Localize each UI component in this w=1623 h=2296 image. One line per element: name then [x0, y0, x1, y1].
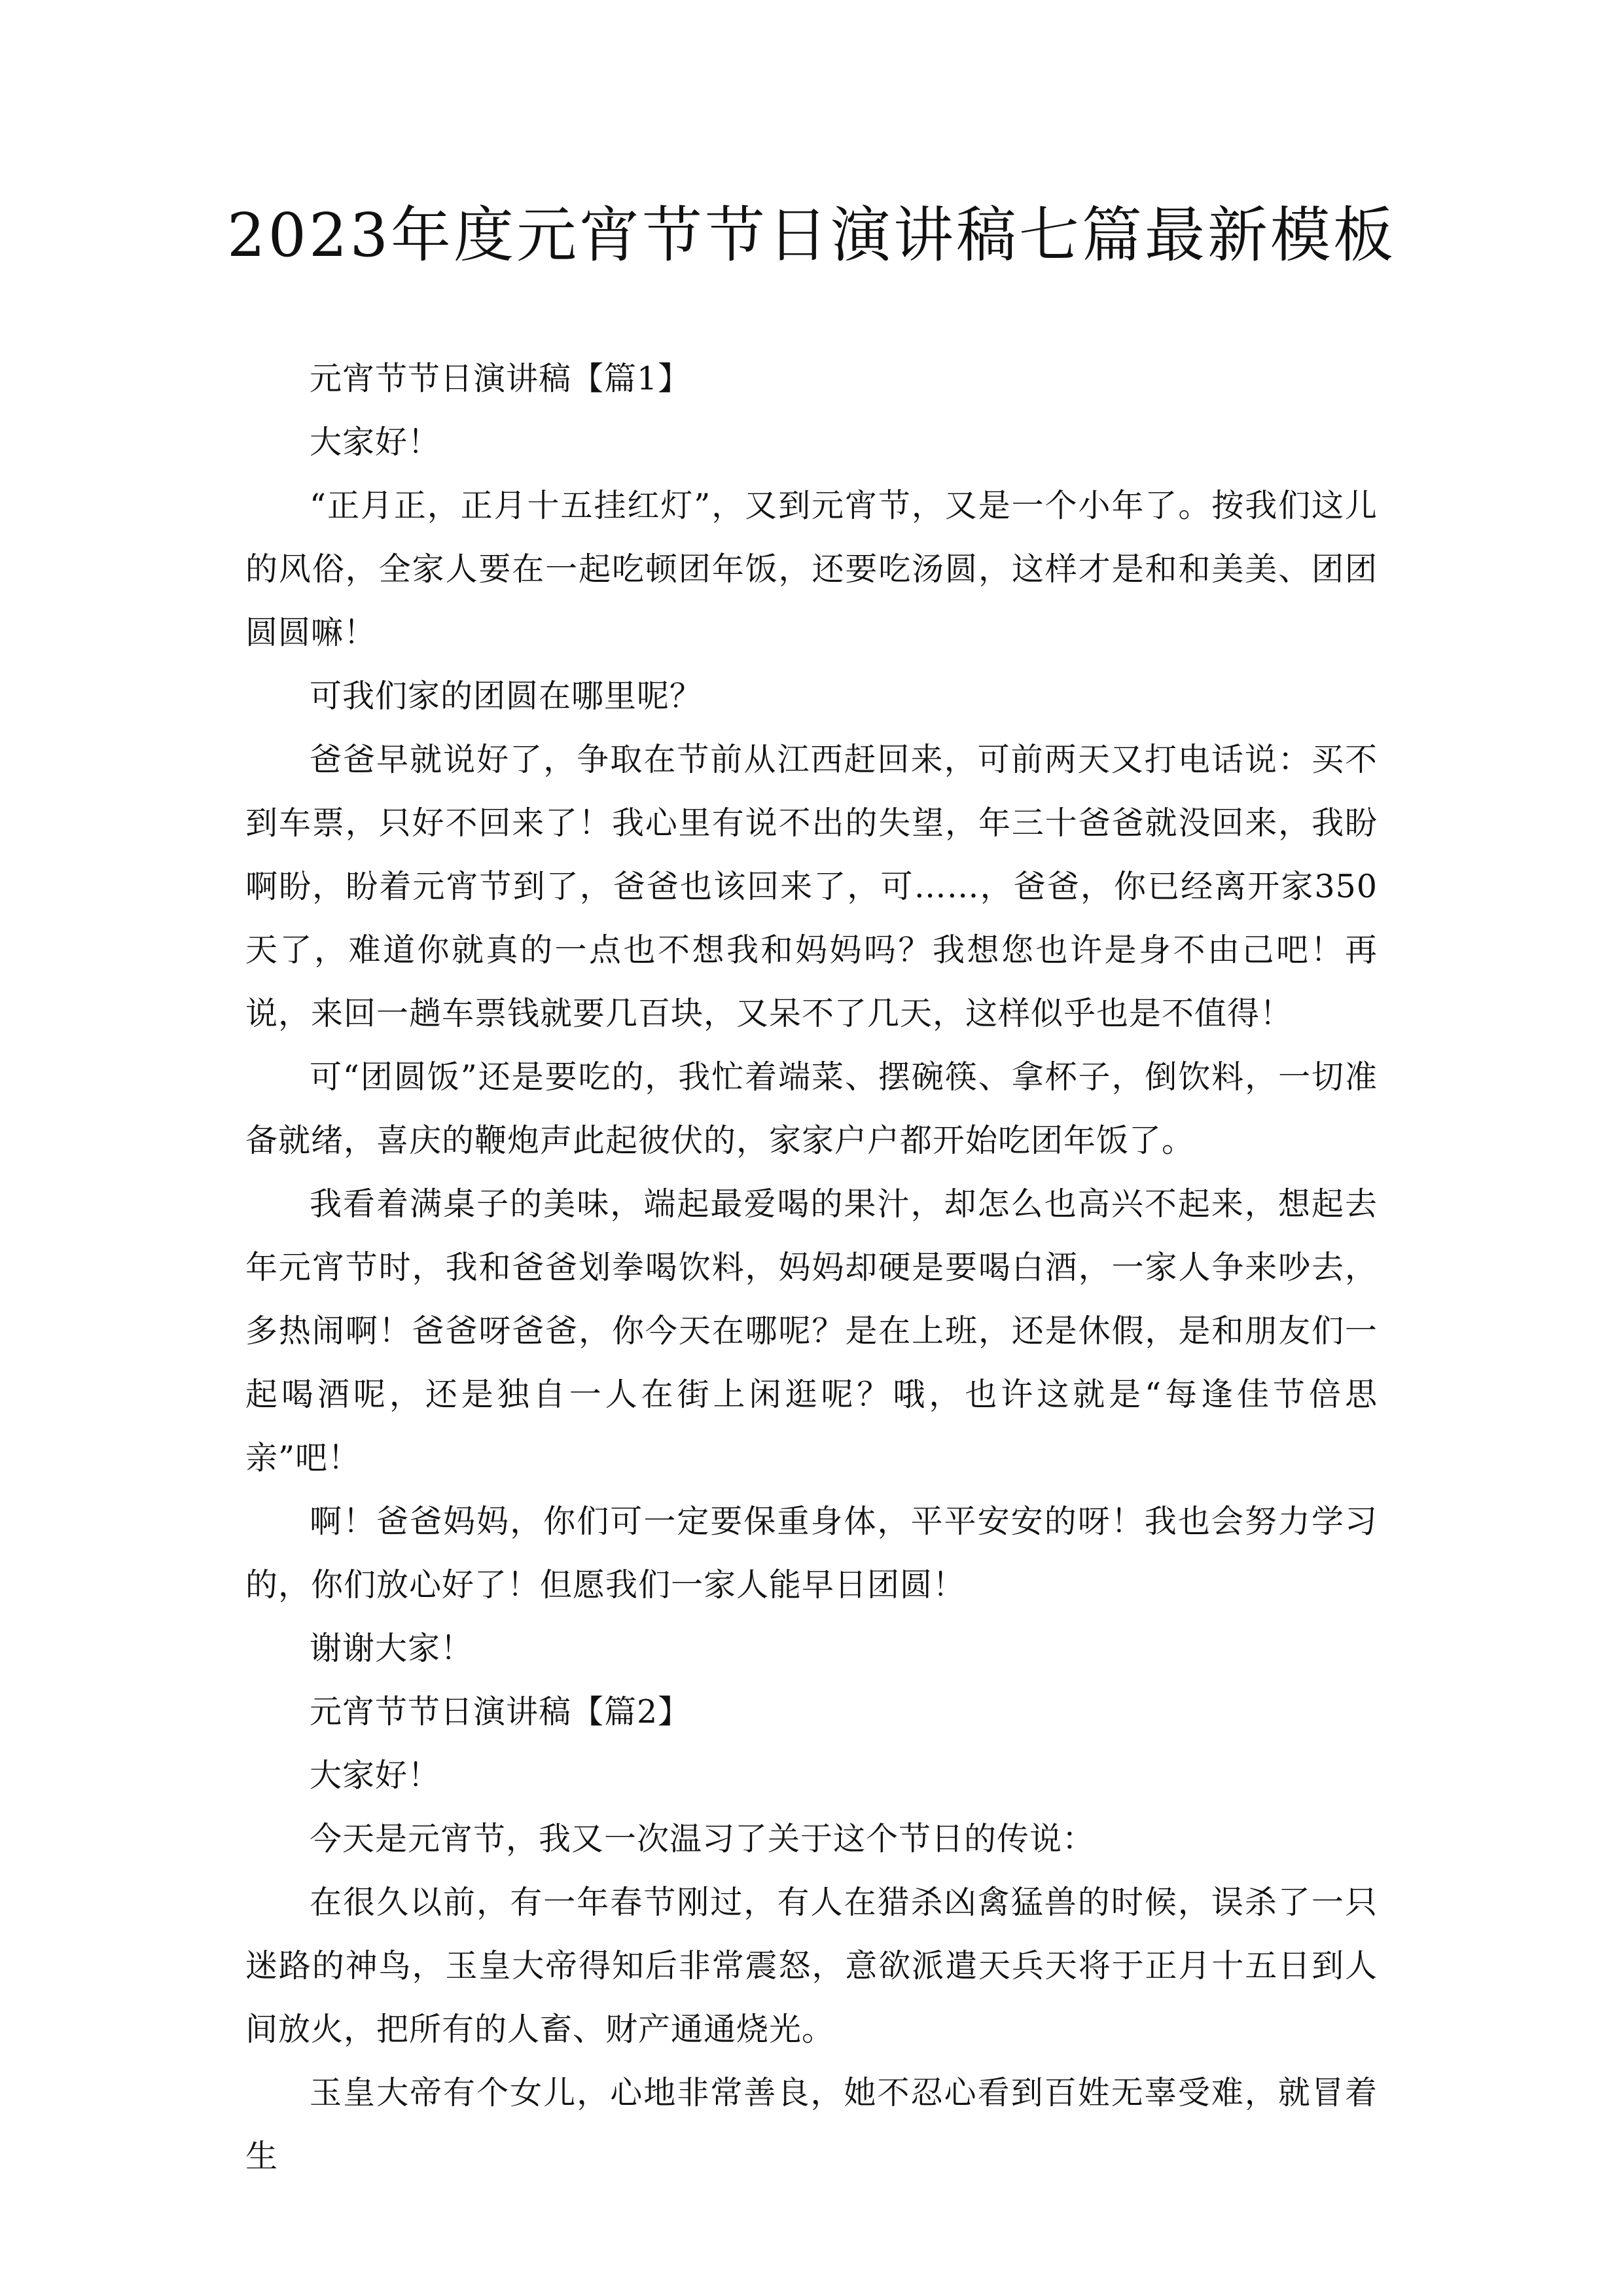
document-title: 2023年度元宵节节日演讲稿七篇最新模板	[226, 200, 1397, 270]
paragraph: “正月正，正月十五挂红灯”，又到元宵节，又是一个小年了。按我们这儿的风俗，全家人要在一起吃顿团年饭，还要吃汤圆，这样才是和和美美、团团圆圆嘛！	[245, 487, 1378, 651]
paragraph: 啊！爸爸妈妈，你们可一定要保重身体，平平安安的呀！我也会努力学习的，你们放心好了！但愿我们一家人能早日团圆！	[245, 1503, 1378, 1604]
paragraph: 谢谢大家！	[310, 1630, 474, 1667]
paragraph: 可我们家的团圆在哪里呢？	[310, 677, 703, 715]
section-heading: 元宵节节日演讲稿【篇1】	[310, 360, 691, 397]
paragraph: 今天是元宵节，我又一次温习了关于这个节日的传说：	[310, 1820, 1096, 1857]
paragraph: 我看着满桌子的美味，端起最爱喝的果汁，却怎么也高兴不起来，想起去年元宵节时，我和爸爸划拳喝饮料，妈妈却硬是要喝白酒，一家人争来吵去，多热闹啊！爸爸呀爸爸，你今天在哪呢？是在上班，还是休假，是和朋友们一起喝酒呢，还是独自一人在街上闲逛呢？哦，也许这就是“每逢佳节倍思亲”吧！	[245, 1185, 1378, 1477]
paragraph: 在很久以前，有一年春节刚过，有人在猎杀凶禽猛兽的时候，误杀了一只迷路的神鸟，玉皇大帝得知后非常震怒，意欲派遣天兵天将于正月十五日到人间放火，把所有的人畜、财产通通烧光。	[245, 1884, 1378, 2048]
section-heading: 元宵节节日演讲稿【篇2】	[310, 1693, 691, 1731]
document-body	[245, 347, 1378, 2188]
paragraph: 爸爸早就说好了，争取在节前从江西赶回来，可前两天又打电话说：买不到车票，只好不回来了！我心里有说不出的失望，年三十爸爸就没回来，我盼啊盼，盼着元宵节到了，爸爸也该回来了，可……，爸爸，你已经离开家350天了，难道你就真的一点也不想我和妈妈吗？我想您也许是身不由己吧！再说，来回一趟车票钱就要几百块，又呆不了几天，这样似乎也是不值得！	[245, 741, 1378, 1032]
paragraph: 可“团圆饭”还是要吃的，我忙着端菜、摆碗筷、拿杯子，倒饮料，一切准备就绪，喜庆的鞭炮声此起彼伏的，家家户户都开始吃团年饭了。	[245, 1058, 1378, 1159]
paragraph: 大家好！	[310, 1757, 441, 1794]
paragraph: 玉皇大帝有个女儿，心地非常善良，她不忍心看到百姓无辜受难，就冒着生	[245, 2074, 1378, 2175]
paragraph: 大家好！	[310, 423, 441, 461]
